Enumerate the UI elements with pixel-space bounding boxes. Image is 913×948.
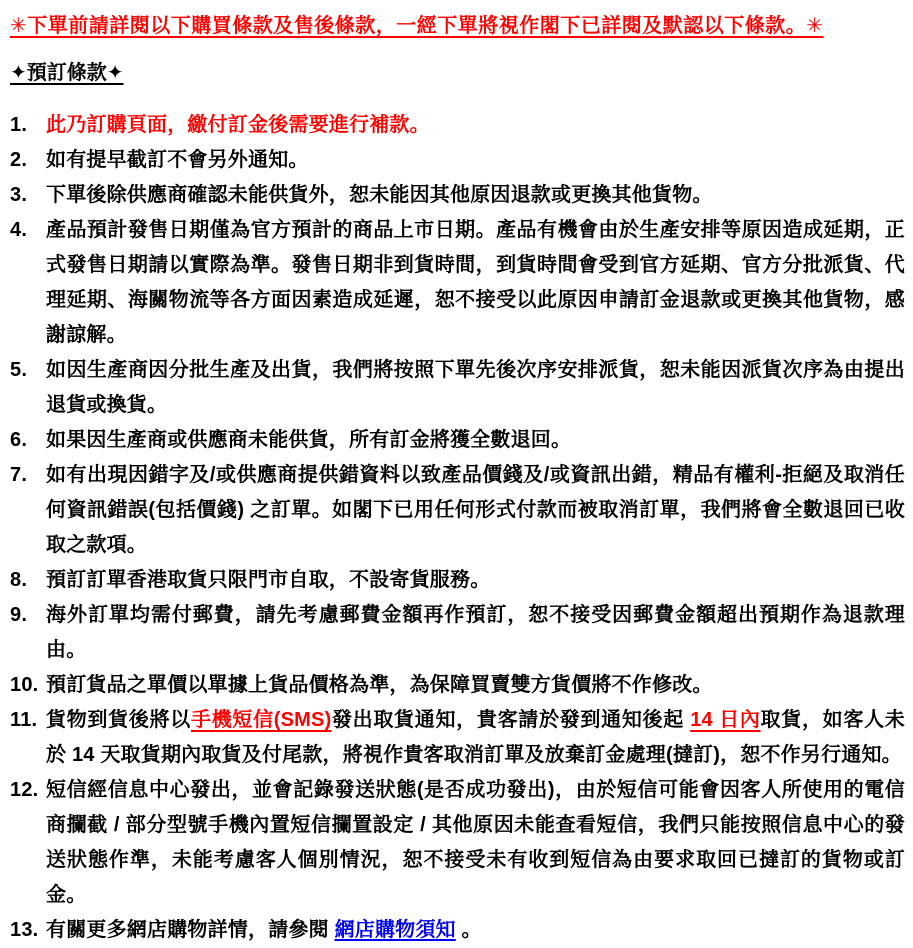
term-item (10, 108, 905, 143)
term-text-segment: 此乃訂購頁面，繳付訂金後需要進行補款。 (46, 114, 430, 136)
term-text-segment: 預訂訂單香港取貨只限門市自取，不設寄貨服務。 (46, 569, 491, 591)
term-number: 4. (10, 219, 28, 241)
term-item (10, 353, 905, 423)
term-text (46, 464, 905, 556)
term-item (10, 703, 905, 773)
term-item (10, 178, 905, 213)
term-text-segment: 下單後除供應商確認未能供貨外，恕未能因其他原因退款或更換其他貨物。 (46, 184, 713, 206)
term-number: 2. (10, 149, 28, 171)
header-note: ✳下單前請詳閱以下購買條款及售後條款，一經下單將視作閣下已詳閱及默認以下條款。✳ (10, 15, 824, 37)
term-number: 1. (10, 114, 28, 136)
term-text-segment: 如因生產商因分批生產及出貨，我們將按照下單先後次序安排派貨，恕未能因派貨次序為由提出退貨或換貨。 (46, 359, 905, 416)
term-number: 3. (10, 184, 28, 206)
term-text (46, 709, 905, 766)
term-item (10, 563, 905, 598)
term-text-segment: 短信經信息中心發出，並會記錄發送狀態(是否成功發出)，由於短信可能會因客人所使用的電信商攔截 / 部分型號手機內置短信攔置設定 / 其他原因未能查看短信，我們只能按照信息中心的發送狀態作準，未能考慮客人個別情況，恕不接受未有收到短信為由要求取回已撻訂的貨物或訂金。 (46, 779, 905, 906)
term-text-segment: 如有出現因錯字及/或供應商提供錯資料以致產品價錢及/或資訊出錯，精品有權利-拒絕及取消任何資訊錯誤(包括價錢) 之訂單。如閣下已用任何形式付款而被取消訂單，我們將會全數退回已收取之款項。 (46, 464, 905, 556)
term-item (10, 773, 905, 913)
term-text (46, 674, 713, 696)
term-number: 9. (10, 604, 28, 626)
term-item (10, 458, 905, 563)
term-text-segment: 14 日內 (690, 709, 761, 731)
term-item (10, 913, 905, 948)
term-text (46, 359, 905, 416)
term-item (10, 598, 905, 668)
term-text-segment: 貨物到貨後將以 (46, 709, 191, 731)
term-item (10, 143, 905, 178)
term-text-segment: 如果因生產商或供應商未能供貨，所有訂金將獲全數退回。 (46, 429, 572, 451)
term-text (46, 779, 905, 906)
shop-guide-link[interactable]: 網店購物須知 (334, 919, 456, 941)
term-text-segment: 手機短信(SMS) (190, 709, 332, 731)
term-text (46, 569, 490, 591)
term-number: 11. (10, 709, 38, 731)
term-number: 13. (10, 919, 39, 941)
term-text-segment: 預訂貨品之單價以單據上貨品價格為準，為保障買賣雙方貨價將不作修改。 (46, 674, 713, 696)
term-text-segment: 。 (455, 919, 482, 941)
term-item (10, 668, 905, 703)
term-text (46, 219, 905, 346)
term-item (10, 423, 905, 458)
terms-list (10, 108, 905, 948)
term-number: 8. (10, 569, 28, 591)
term-text (46, 114, 430, 136)
term-text (46, 149, 309, 171)
term-text-segment: 海外訂單均需付郵費，請先考慮郵費金額再作預訂，恕不接受因郵費金額超出預期作為退款理由。 (46, 604, 905, 661)
term-text (46, 429, 571, 451)
term-text (46, 184, 713, 206)
term-text-segment: 如有提早截訂不會另外通知。 (46, 149, 309, 171)
term-number: 7. (10, 464, 28, 486)
term-item (10, 213, 905, 353)
term-text-segment: 產品預計發售日期僅為官方預計的商品上市日期。產品有機會由於生產安排等原因造成延期，正式發售日期請以實際為準。發售日期非到貨時間，到貨時間會受到官方延期、官方分批派貨、代理延期、海關物流等各方面因素造成延遲，恕不接受以此原因申請訂金退款或更換其他貨物，感謝諒解。 (46, 219, 905, 346)
term-text (46, 604, 905, 661)
term-text-segment: 取貨，如客人未於 14 天取貨期內取貨及付尾款，將視作貴客取消訂單及放棄訂金處理(撻訂)，恕不作另行通知。 (46, 709, 905, 766)
term-number: 10. (10, 674, 39, 696)
term-number: 6. (10, 429, 28, 451)
term-text-segment: 發出取貨通知，貴客請於發到通知後起 (331, 709, 691, 731)
term-number: 5. (10, 359, 28, 381)
term-number: 12. (10, 779, 39, 801)
section-title: ✦預訂條款✦ (10, 62, 124, 84)
term-text-segment: 有關更多網店購物詳情，請參閱 (46, 919, 335, 941)
term-text (46, 919, 482, 941)
